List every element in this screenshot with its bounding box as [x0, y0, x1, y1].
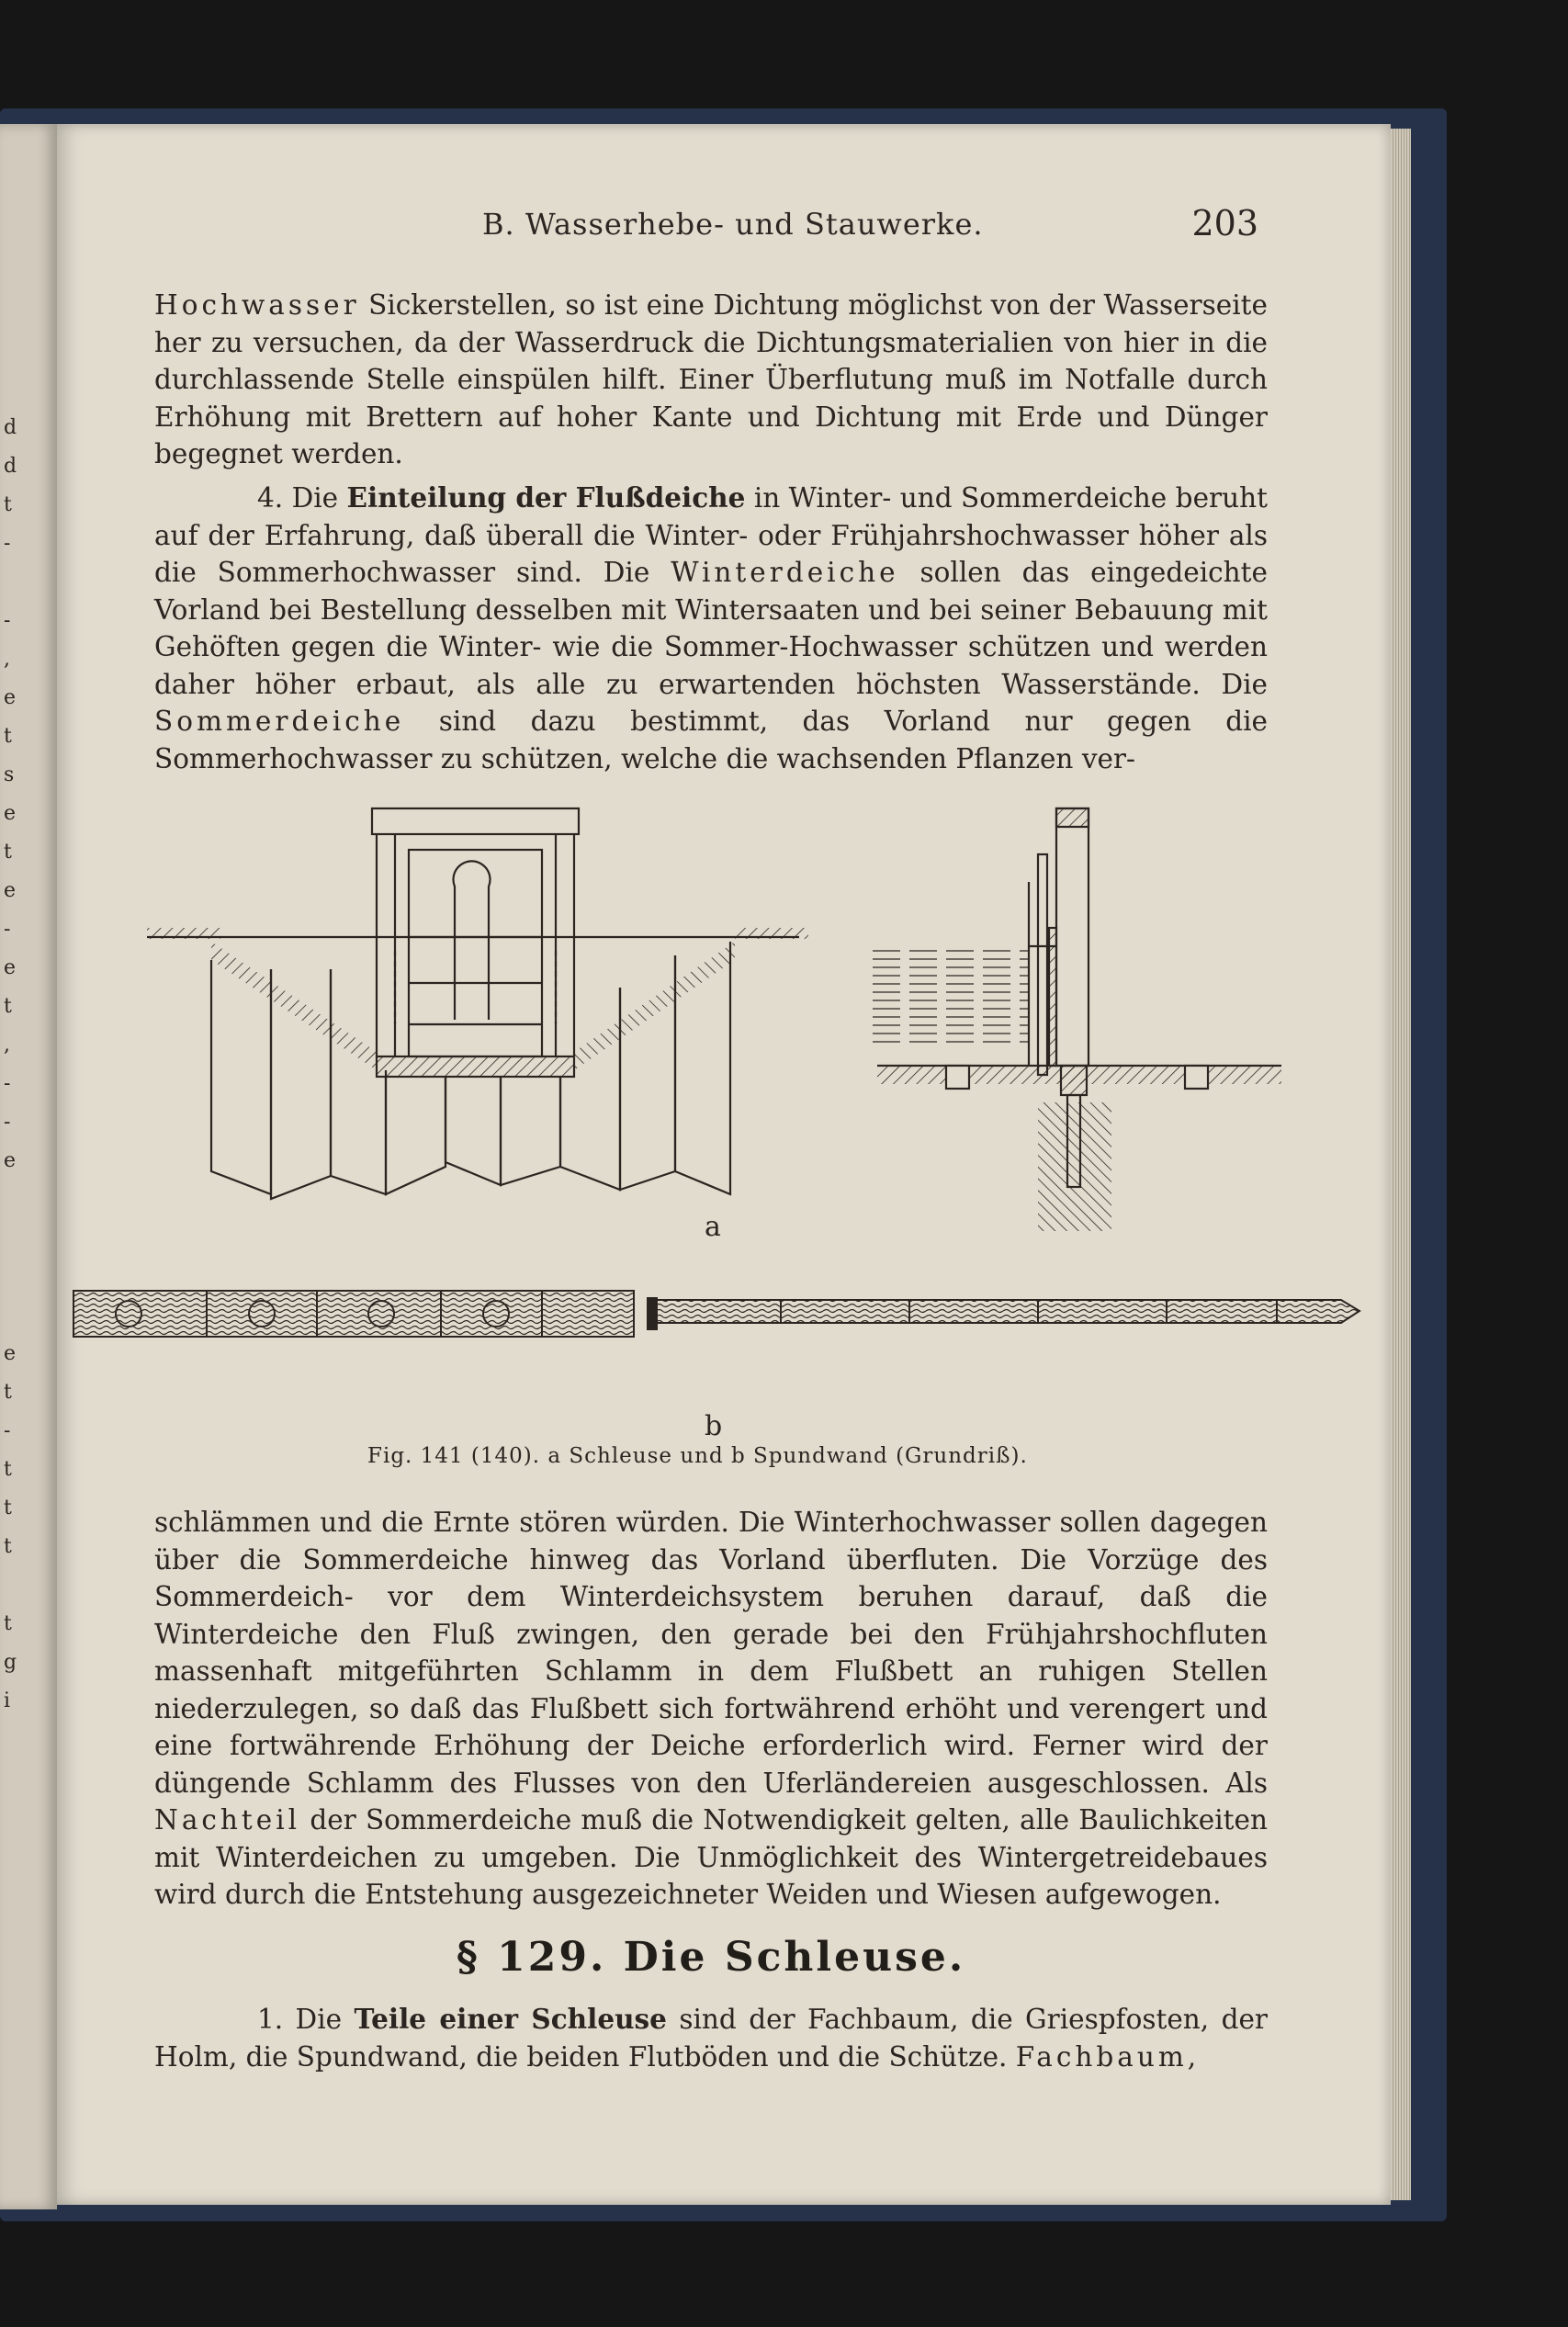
paragraph2-run-2: in Winter- und Sommerdeiche beruht auf der Erfahrung, daß überall die Winter- oder Frühjahrshochwasser höher als die Sommerhochwasser sind. Die: [154, 482, 1268, 588]
previous-page-letter: i: [4, 1689, 11, 1712]
previous-page-letter: s: [4, 763, 15, 786]
paragraph1-run-1: Sickerstellen, so ist eine Dichtung möglichst von der Wasserseite her zu versuchen, da der Wasserdruck die Dichtungsmaterialien von hier in die durchlassende Stelle einspülen hilft. Einer Überflutung muß im Notfalle durch Erhöhung mit Brettern auf hoher Kante und Dichtung mit Erde und Dünger begegnet werden.: [154, 289, 1268, 469]
previous-page-letter: e: [4, 1149, 17, 1172]
paragraph-1: [154, 287, 1268, 473]
previous-page-letter: e: [4, 956, 17, 979]
section-heading: § 129. Die Schleuse.: [456, 1934, 966, 1981]
previous-page-margin-letters: [4, 409, 31, 1721]
previous-page-letter: -: [4, 1111, 11, 1134]
paragraph-2: [154, 480, 1268, 777]
paragraph-2-text: [154, 480, 1268, 777]
previous-page-letter: [4, 1180, 31, 1219]
paragraph3-run-0: schlämmen und die Ernte stören würden. Die Winterhochwasser sollen dagegen über die Sommerdeiche hinweg das Vorland überfluten. Die Vorzüge des Sommerdeich- vor dem Winterdeichsystem beruhen darauf, daß die Winterdeiche den Fluß zwingen, den gerade bei den Frühjahrshochfluten massenhaft mitgeführten Schlamm in dem Flußbett an ruhigen Stellen niederzulegen, so daß das Flußbett sich fortwährend erhöht und verengert und eine fortwährende Erhöhung der Deiche erforderlich wird. Ferner wird der düngende Schlamm des Flusses von den Uferländereien ausgeschlossen. Als: [154, 1507, 1268, 1799]
previous-page-letter: d: [4, 416, 17, 439]
previous-page-letter: e: [4, 802, 17, 825]
figure-caption: Fig. 141 (140). a Schleuse und b Spundwand (Grundriß).: [367, 1444, 1028, 1468]
paragraph4-run-0: 1. Die: [257, 2004, 355, 2035]
previous-page-letter: e: [4, 1342, 17, 1365]
paragraph4-run-3: Fachbaum,: [1015, 2040, 1201, 2073]
paragraph1-run-0: Hochwasser: [154, 289, 360, 321]
previous-page-letter: t: [4, 725, 12, 748]
paragraph3-run-1: Nachteil: [154, 1804, 301, 1836]
previous-page-letter: t: [4, 1612, 12, 1635]
previous-page-letter: -: [4, 609, 11, 632]
paragraph2-run-6: sind dazu bestimmt, das Vorland nur gegen die Sommerhochwasser zu schützen, welche die wachsenden Pflanzen ver-: [154, 706, 1268, 774]
previous-page-letter: t: [4, 995, 12, 1018]
previous-page-letter: [4, 1296, 31, 1335]
previous-page-letter: ,: [4, 648, 10, 671]
lock-section-drawing: [873, 808, 1281, 1231]
previous-page-letter: -: [4, 532, 11, 555]
page-number: 203: [1191, 203, 1258, 243]
paragraph4-run-2: sind der Fachbaum, die Griespfosten, der Holm, die Spundwand, die beiden Flutböden und die Schütze.: [154, 2004, 1269, 2073]
previous-page-letter: [4, 1219, 31, 1258]
paragraph-4: [154, 2001, 1268, 2075]
previous-page-edge: [0, 124, 57, 2209]
paragraph2-run-3: Winterdeiche: [671, 557, 899, 588]
previous-page-letter: d: [4, 455, 17, 478]
previous-page-letter: [4, 1566, 31, 1605]
previous-page-letter: [4, 563, 31, 602]
previous-page-letter: t: [4, 841, 12, 864]
paragraph2-run-1: Einteilung der Flußdeiche: [346, 481, 746, 514]
previous-page-letter: e: [4, 879, 17, 902]
paragraph-4-text: [154, 2001, 1268, 2075]
paragraph3-run-2: der Sommerdeiche muß die Notwendigkeit gelten, alle Baulichkeiten mit Winterdeichen zu umgeben. Die Unmöglichkeit des Wintergetreidebaues wird durch die Entstehung ausgezeichneter Weiden und Wiesen aufgewogen.: [154, 1804, 1268, 1910]
previous-page-letter: [4, 1258, 31, 1296]
figure-label-a: a: [705, 1211, 721, 1243]
previous-page-letter: e: [4, 686, 17, 709]
page-stack-edge: [1391, 129, 1411, 2200]
sheet-pile-wall-drawing: [73, 1291, 1359, 1337]
previous-page-letter: -: [4, 1072, 11, 1095]
previous-page-letter: t: [4, 1458, 12, 1481]
figure-drawing: [64, 790, 1387, 1452]
running-header: [482, 203, 1258, 243]
previous-page-letter: t: [4, 493, 12, 516]
paragraph-3-text: [154, 1504, 1268, 1914]
previous-page-letter: g: [4, 1651, 17, 1674]
previous-page-letter: -: [4, 918, 11, 941]
figure-141: [64, 790, 1387, 1488]
previous-page-letter: t: [4, 1535, 12, 1558]
figure-label-b: b: [705, 1410, 723, 1442]
paragraph-1-text: [154, 287, 1268, 473]
paragraph-3: [154, 1504, 1268, 1914]
paragraph2-run-0: 4. Die: [257, 482, 347, 514]
paragraph2-run-4: sollen das eingedeichte Vorland bei Bestellung desselben mit Wintersaaten und bei seiner Bebauung mit Gehöften gegen die Winter- wie die Sommer-Hochwasser schützen und werden daher höher erbaut, als alle zu erwartenden höchsten Wasserstände. Die: [154, 557, 1268, 700]
paragraph4-run-1: Teile einer Schleuse: [354, 2003, 667, 2035]
previous-page-letter: -: [4, 1419, 11, 1442]
paragraph2-run-5: Sommerdeiche: [154, 706, 405, 737]
previous-page-letter: t: [4, 1497, 12, 1519]
running-title: B. Wasserhebe- und Stauwerke.: [482, 207, 984, 242]
lock-elevation-drawing: [147, 808, 808, 1199]
previous-page-letter: ,: [4, 1034, 10, 1056]
previous-page-letter: t: [4, 1381, 12, 1404]
